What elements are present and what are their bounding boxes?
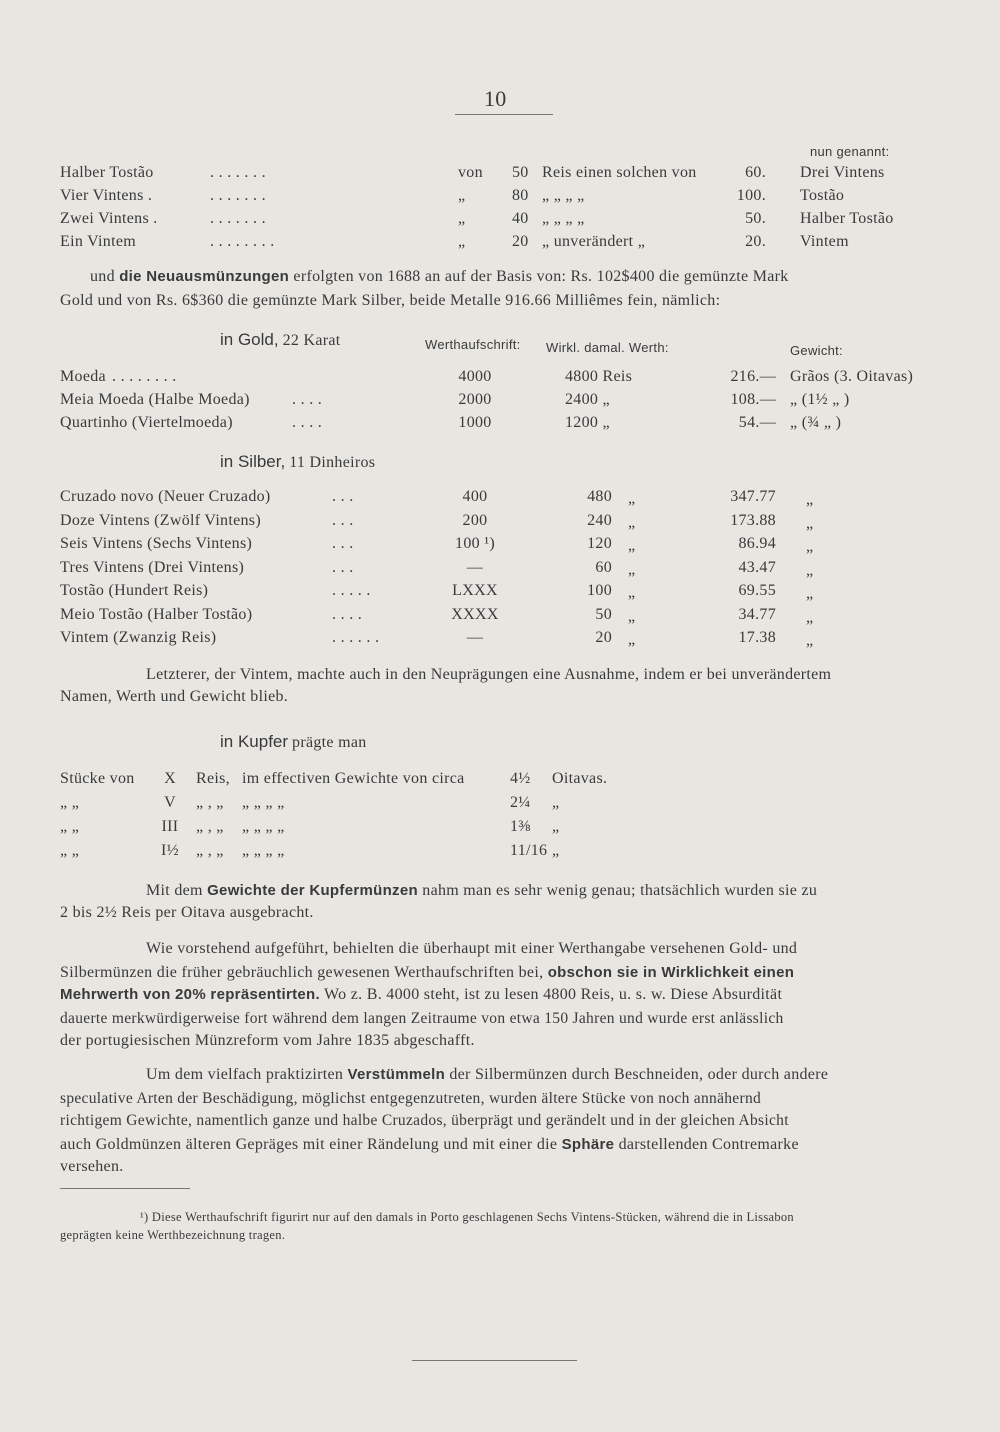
rename-von: „ (458, 233, 466, 250)
gold-wirkl-werth: 1200 „ (565, 414, 610, 431)
gold-gewicht: 108.— (730, 391, 776, 408)
wie-para-line-5: der portugiesischen Münzreform vom Jahre 1835 abgeschafft. (60, 1032, 475, 1049)
gold-coin-name: Moeda (60, 368, 106, 385)
silver-leader-dots: . . . (332, 488, 354, 505)
silver-gewicht-ditto: „ (806, 514, 814, 532)
silver-werthaufschrift: XXXX (451, 605, 499, 623)
rename-von: „ (458, 187, 466, 204)
rename-coin-name: Zwei Vintens . (60, 210, 158, 227)
silver-werthaufschrift: 200 (462, 511, 488, 529)
um-para-line-1 (146, 1066, 828, 1084)
silver-heading (220, 452, 375, 472)
silver-wirkl-werth: 100 (587, 582, 612, 599)
gold-leader-dots: . . . . (292, 414, 323, 431)
silver-ditto-mark: „ (628, 631, 636, 648)
wie-para-text-2a: Silbermünzen die früher gebräuchlich gewesenen Werthaufschriften bei, (60, 964, 544, 981)
footnote-line-1: ¹) Diese Werthaufschrift figurirt nur auf den damals in Porto geschlagenen Sechs Vintens-Stücken, während die in Lissabon (140, 1210, 794, 1224)
rename-from-value: 80 (512, 187, 529, 204)
gold-gewicht-unit: Grãos (3. Oitavas) (790, 368, 914, 385)
silver-gewicht: 173.88 (730, 511, 776, 529)
um-para-line-2: speculative Arten der Beschädigung, möglichst entgegenzutreten, wurden ältere Stücke von noch annähernd (60, 1090, 762, 1107)
um-para-line-5: versehen. (60, 1158, 124, 1175)
silver-coin-name: Tostão (Hundert Reis) (60, 582, 209, 599)
silver-gewicht-ditto: „ (806, 632, 814, 649)
silver-gewicht-ditto: „ (806, 608, 814, 626)
um-para-text-1c: der Silbermünzen durch Beschneiden, oder durch andere (449, 1066, 829, 1083)
bottom-rule (412, 1360, 577, 1361)
wie-para-bold-2b: obschon sie in Wirklichkeit einen (547, 964, 795, 981)
um-para-text-4c: darstellenden Contremarke (618, 1136, 799, 1153)
rename-von: „ (458, 210, 466, 227)
wie-para-bold-3a: Mehrwerth von 20% repräsentirten. (60, 986, 320, 1003)
intro-line-2: Gold und von Rs. 6$360 die gemünzte Mark Silber, beide Metalle 916.66 Milliêmes fein, nämlich: (60, 292, 721, 309)
silver-leader-dots: . . . . . . (332, 629, 380, 646)
page-number: 10 (484, 86, 507, 111)
silver-ditto-mark: „ (628, 560, 636, 578)
rename-to-value: 20. (745, 233, 766, 250)
rename-from-value: 20 (512, 233, 529, 250)
gold-gewicht-unit: „ (1½ „ ) (790, 391, 850, 408)
intro-text-a: und (90, 268, 115, 285)
silver-gewicht: 86.94 (738, 535, 776, 552)
gold-leader-dots: . . . . (292, 391, 323, 408)
rename-to-value: 60. (745, 164, 766, 181)
um-para-text-1a: Um dem vielfach praktizirten (146, 1066, 344, 1083)
copper-denomination: III (161, 818, 179, 835)
silver-leader-dots: . . . (332, 511, 354, 529)
copper-stuecke: Stücke von (60, 770, 135, 787)
silver-gewicht: 347.77 (730, 488, 776, 505)
silver-coin-name: Tres Vintens (Drei Vintens) (60, 558, 245, 576)
silver-wirkl-werth: 60 (595, 558, 612, 576)
copper-reis: „ , „ (196, 794, 224, 811)
copper-reis: „ , „ (196, 818, 224, 835)
silver-wirkl-werth: 480 (587, 488, 612, 505)
copper-gewicht-text: „ „ „ „ (242, 794, 285, 811)
silver-gewicht-ditto: „ (806, 538, 814, 555)
silver-werthaufschrift: — (466, 558, 484, 576)
vintem-para-line-1: Letzterer, der Vintem, machte auch in den Neuprägungen eine Ausnahme, indem er bei unverändertem (146, 666, 832, 683)
copper-unit: Oitavas. (552, 770, 608, 787)
copper-reis: „ , „ (196, 842, 224, 859)
silver-leader-dots: . . . (332, 535, 354, 552)
rename-new-name: Halber Tostão (800, 210, 894, 227)
copper-gewicht-text: im effectiven Gewichte von circa (242, 770, 465, 787)
silver-coin-name: Cruzado novo (Neuer Cruzado) (60, 488, 271, 505)
nun-genannt-label: nun genannt: (810, 144, 890, 159)
copper-unit: „ (552, 794, 560, 811)
silver-fineness: 11 Dinheiros (289, 454, 376, 471)
silver-gewicht-ditto: „ (806, 585, 814, 602)
rename-leader-dots: . . . . . . . (210, 164, 266, 181)
rename-from-value: 40 (512, 210, 529, 227)
rename-leader-dots: . . . . . . . . (210, 233, 275, 250)
kupfer-para-line-2: 2 bis 2½ Reis per Oitava ausgebracht. (60, 904, 314, 921)
col-wirkl-werth: Wirkl. damal. Werth: (546, 340, 669, 355)
rename-new-name: Tostão (800, 187, 845, 204)
silver-werthaufschrift: — (466, 629, 484, 646)
gold-werthaufschrift: 1000 (458, 414, 492, 431)
gold-leader-dots: . . . . . . . . (112, 368, 177, 385)
col-werthaufschrift: Werthaufschrift: (425, 337, 521, 352)
rename-description: Reis einen solchen von (542, 164, 697, 181)
gold-gewicht: 54.— (738, 414, 776, 431)
gold-gewicht: 216.— (730, 368, 776, 385)
kupfer-para-text-c: nahm man es sehr wenig genau; thatsächlich wurden sie zu (422, 882, 818, 899)
silver-wirkl-werth: 20 (595, 629, 612, 646)
silver-gewicht-ditto: „ (806, 561, 814, 579)
copper-reis: Reis, (196, 770, 230, 787)
wie-para-line-1: Wie vorstehend aufgeführt, behielten die überhaupt mit einer Werthangabe versehenen Gold- und (146, 940, 798, 957)
copper-unit: „ (552, 842, 560, 859)
copper-denomination: I½ (161, 842, 179, 859)
copper-denomination: V (164, 794, 176, 811)
rename-leader-dots: . . . . . . . (210, 210, 266, 227)
um-para-line-4 (60, 1136, 799, 1154)
kupfer-heading-suffix: prägte man (292, 734, 367, 751)
rename-description: „ „ „ „ (542, 210, 585, 227)
wie-para-line-4: dauerte merkwürdigerweise fort während dem langen Zeitraume von etwa 150 Jahren und wurde erst anlässlich (60, 1010, 784, 1027)
silver-werthaufschrift: 100 ¹) (455, 535, 495, 552)
um-para-line-3: richtigem Gewichte, namentlich ganze und halbe Cruzados, überprägt und gerändelt und in der gleichen Absicht (60, 1112, 789, 1129)
rename-coin-name: Vier Vintens . (60, 187, 153, 204)
copper-stuecke: „ „ (60, 842, 80, 859)
silver-coin-name: Meio Tostão (Halber Tostão) (60, 605, 253, 623)
silver-leader-dots: . . . . (332, 605, 363, 623)
vintem-para-line-2: Namen, Werth und Gewicht blieb. (60, 688, 289, 705)
wie-para-line-2 (60, 964, 794, 982)
um-para-bold-1b: Verstümmeln (347, 1066, 446, 1083)
silver-ditto-mark: „ (628, 513, 636, 531)
page-number-rule (455, 114, 553, 115)
copper-weight: 4½ (510, 770, 531, 787)
silver-ditto-mark: „ (628, 537, 636, 554)
copper-stuecke: „ „ (60, 794, 80, 811)
gold-werthaufschrift: 2000 (458, 391, 492, 408)
gold-coin-name: Meia Moeda (Halbe Moeda) (60, 391, 250, 408)
kupfer-heading (220, 732, 367, 752)
copper-stuecke: „ „ (60, 818, 80, 835)
intro-text-c: erfolgten von 1688 an auf der Basis von: Rs. 102$400 die gemünzte Mark (293, 268, 789, 285)
kupfer-para-line-1 (146, 882, 817, 900)
copper-gewicht-text: „ „ „ „ (242, 818, 285, 835)
silver-gewicht: 43.47 (738, 558, 776, 576)
silver-wirkl-werth: 120 (587, 535, 612, 552)
silver-gewicht: 34.77 (738, 605, 776, 623)
silver-coin-name: Seis Vintens (Sechs Vintens) (60, 535, 253, 552)
rename-new-name: Drei Vintens (800, 164, 885, 181)
col-gewicht: Gewicht: (790, 343, 843, 358)
gold-wirkl-werth: 2400 „ (565, 391, 610, 408)
silver-coin-name: Vintem (Zwanzig Reis) (60, 629, 217, 646)
silver-werthaufschrift: LXXX (452, 582, 498, 599)
gold-heading (220, 330, 341, 350)
silver-werthaufschrift: 400 (462, 488, 488, 505)
silver-wirkl-werth: 240 (587, 511, 612, 529)
um-para-bold-4b: Sphäre (561, 1136, 615, 1153)
silver-gewicht-ditto: „ (806, 491, 814, 508)
um-para-text-4a: auch Goldmünzen älteren Gepräges mit einer Rändelung und mit einer die (60, 1136, 558, 1153)
silver-leader-dots: . . . . . (332, 582, 371, 599)
rename-description: „ „ „ „ (542, 187, 585, 204)
silver-heading-label: in Silber, (220, 452, 286, 471)
wie-para-line-3 (60, 986, 782, 1004)
rename-from-value: 50 (512, 164, 529, 181)
kupfer-para-text-a: Mit dem (146, 882, 203, 899)
copper-weight: 2¼ (510, 794, 531, 811)
copper-unit: „ (552, 818, 560, 835)
wie-para-text-3b: Wo z. B. 4000 steht, ist zu lesen 4800 Reis, u. s. w. Diese Absurdität (324, 986, 783, 1003)
copper-denomination: X (164, 770, 176, 787)
kupfer-heading-label: in Kupfer (220, 732, 289, 751)
footnote-line-2: geprägten keine Werthbezeichnung tragen. (60, 1228, 286, 1242)
silver-wirkl-werth: 50 (595, 605, 612, 623)
copper-gewicht-text: „ „ „ „ (242, 842, 285, 859)
intro-bold: die Neuausmünzungen (119, 268, 290, 285)
rename-description: „ unverändert „ (542, 233, 646, 250)
gold-coin-name: Quartinho (Viertelmoeda) (60, 414, 233, 431)
footnote-rule (60, 1188, 190, 1189)
gold-karat: 22 Karat (282, 332, 341, 349)
kupfer-para-bold: Gewichte der Kupfermünzen (207, 882, 418, 899)
copper-weight: 1⅜ (510, 818, 531, 835)
silver-ditto-mark: „ (628, 490, 636, 507)
rename-coin-name: Halber Tostão (60, 164, 154, 181)
intro-line-1 (90, 268, 789, 286)
silver-ditto-mark: „ (628, 584, 636, 601)
rename-new-name: Vintem (800, 233, 849, 250)
gold-gewicht-unit: „ (¾ „ ) (790, 414, 842, 431)
copper-weight: 11/16 (510, 842, 548, 859)
rename-to-value: 100. (736, 187, 766, 204)
silver-gewicht: 17.38 (738, 629, 776, 646)
silver-gewicht: 69.55 (738, 582, 776, 599)
rename-coin-name: Ein Vintem (60, 233, 136, 250)
gold-heading-label: in Gold, (220, 330, 279, 349)
rename-to-value: 50. (745, 210, 766, 227)
gold-werthaufschrift: 4000 (458, 368, 492, 385)
silver-coin-name: Doze Vintens (Zwölf Vintens) (60, 511, 261, 529)
rename-von: von (458, 164, 483, 181)
silver-leader-dots: . . . (332, 558, 354, 576)
silver-ditto-mark: „ (628, 607, 636, 625)
gold-wirkl-werth: 4800 Reis (565, 368, 633, 385)
rename-leader-dots: . . . . . . . (210, 187, 266, 204)
